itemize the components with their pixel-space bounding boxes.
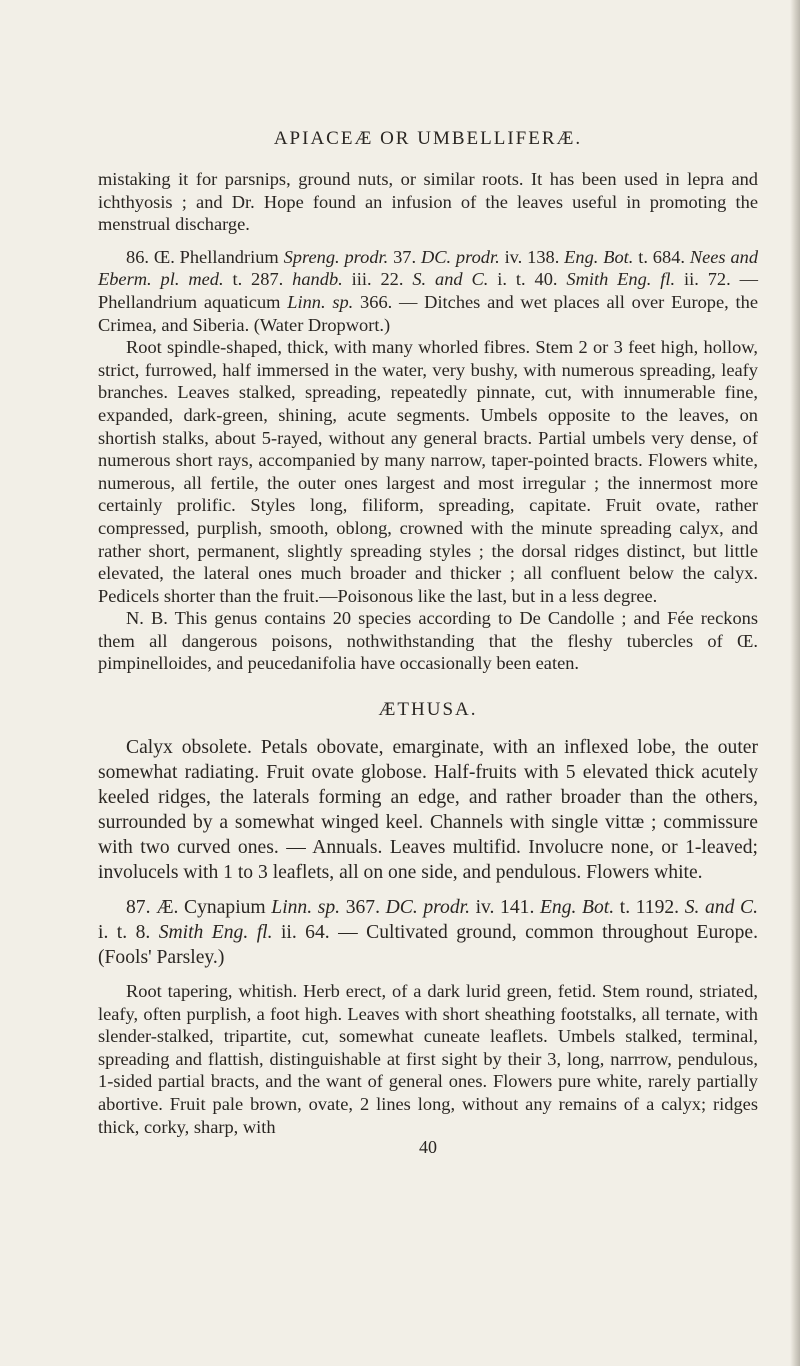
genus-description: Calyx obsolete. Petals obovate, emarginate, with an inflexed lobe, the outer somewhat radiating. Fruit ovate globose. Half-fruits with 5 elevated thick acutely keeled ridges, the laterals forming an edge, and rather broader than the others, surrounded by a somewhat winged keel. Channels with single vittæ ; commissure with two curved ones. — Annuals. Leaves multifid. Involucre none, or 1-leaved; involucels with 1 to 3 leaflets, all on one side, and pendulous. Flowers white. bbox=[98, 737, 758, 884]
cite-text: t. 684. bbox=[633, 246, 690, 267]
cite-text: ii. 64. — Cultivated ground, common throughout Europe. (Fools' Parsley.) bbox=[98, 922, 758, 969]
cite-author: Nees and Eberm. pl. med. bbox=[98, 246, 759, 290]
book-page bbox=[98, 128, 758, 1156]
cite-text: 37. bbox=[388, 246, 421, 267]
cite-text: i. t. 40. bbox=[488, 269, 567, 290]
cite-author: DC. prodr. bbox=[385, 897, 470, 919]
intro-paragraph: mistaking it for parsnips, ground nuts, or similar roots. It has been used in lepra and ichthyosis ; and Dr. Hope found an infusion of the leaves useful in promoting the menstrual discharge. bbox=[98, 169, 758, 235]
cite-text: 367. bbox=[340, 897, 386, 919]
cite-text: t. 287. bbox=[223, 269, 293, 290]
cite-text: t. 1192. bbox=[614, 897, 685, 919]
cite-author: Linn. sp. bbox=[287, 291, 354, 312]
cite-author: S. and C. bbox=[412, 269, 489, 290]
cite-author: Smith Eng. fl. bbox=[158, 922, 273, 944]
nota-bene-paragraph: N. B. This genus contains 20 species according to De Candolle ; and Fée reckons them all dangerous poisons, nothwithstanding that the fleshy tubercles of Œ. pimpinelloides, and peucedanifolia have occasionally been eaten. bbox=[98, 608, 758, 674]
cite-text: i. t. 8. bbox=[98, 922, 159, 944]
cite-text: iv. 141. bbox=[469, 897, 540, 919]
genus-heading: ÆTHUSA. bbox=[378, 699, 478, 721]
page-edge-shadow bbox=[790, 0, 800, 1366]
cite-text: iii. 22. bbox=[342, 269, 413, 290]
cite-author: Linn. sp. bbox=[271, 897, 341, 919]
cite-text: ii. 72. — Phellandrium aquaticum bbox=[98, 269, 759, 312]
cite-author: Smith Eng. fl. bbox=[566, 269, 676, 290]
species-87-citation bbox=[98, 895, 758, 970]
cite-author: DC. prodr. bbox=[420, 246, 500, 267]
species-87-number: 87. Æ. Cynapium bbox=[126, 897, 272, 919]
species-86-number: 86. Œ. Phellandrium bbox=[126, 246, 284, 267]
running-head: APIACEÆ OR UMBELLIFERÆ. bbox=[273, 128, 583, 149]
page-number: 40 bbox=[419, 1137, 437, 1158]
cite-author: Eng. Bot. bbox=[539, 897, 615, 919]
species-86-description: Root spindle-shaped, thick, with many whorled fibres. Stem 2 or 3 feet high, hollow, strict, furrowed, half immersed in the water, very bushy, with numerous spreading, leafy branches. Leaves stalked, spreading, repeatedly pinnate, cut, with innumerable fine, expanded, dark-green, shining, acute segments. Umbels opposite to the leaves, on shortish stalks, about 5-rayed, without any general bracts. Partial umbels very dense, of numerous short rays, accompanied by many narrow, taper-pointed bracts. Flowers white, numerous, all fertile, the outer ones largest and most irregular ; the innermost more certainly prolific. Styles long, filiform, spreading, capitate. Fruit ovate, rather compressed, purplish, smooth, oblong, crowned with the minute spreading calyx, and rather short, permanent, slightly spreading styles ; the dorsal ridges distinct, but little elevated, the lateral ones much broader and thicker ; all confluent below the calyx. Pedicels shorter than the fruit.—Poisonous like the last, but in a less degree. bbox=[98, 337, 758, 606]
cite-author: Spreng. prodr. bbox=[283, 246, 389, 267]
species-87-description: Root tapering, whitish. Herb erect, of a dark lurid green, fetid. Stem round, striated, leafy, often purplish, a foot high. Leaves with short sheathing footstalks, all ternate, with slender-stalked, tripartite, cut, somewhat cuneate leaflets. Umbels stalked, terminal, spreading and flattish, distinguishable at first sight by their 3, long, narrrow, pendulous, 1-sided partial bracts, and the want of general ones. Flowers pure white, rarely partially abortive. Fruit pale brown, ovate, 2 lines long, without any remains of a calyx; ridges thick, corky, sharp, with bbox=[98, 981, 758, 1137]
cite-author: handb. bbox=[292, 269, 343, 290]
cite-text: 366. — Ditches and wet places all over Europe, the Crimea, and Siberia. (Water Dropwort.) bbox=[98, 291, 759, 335]
species-86-citation bbox=[98, 246, 758, 336]
cite-author: Eng. Bot. bbox=[564, 246, 634, 267]
cite-text: iv. 138. bbox=[499, 246, 565, 267]
cite-author: S. and C. bbox=[684, 897, 758, 919]
